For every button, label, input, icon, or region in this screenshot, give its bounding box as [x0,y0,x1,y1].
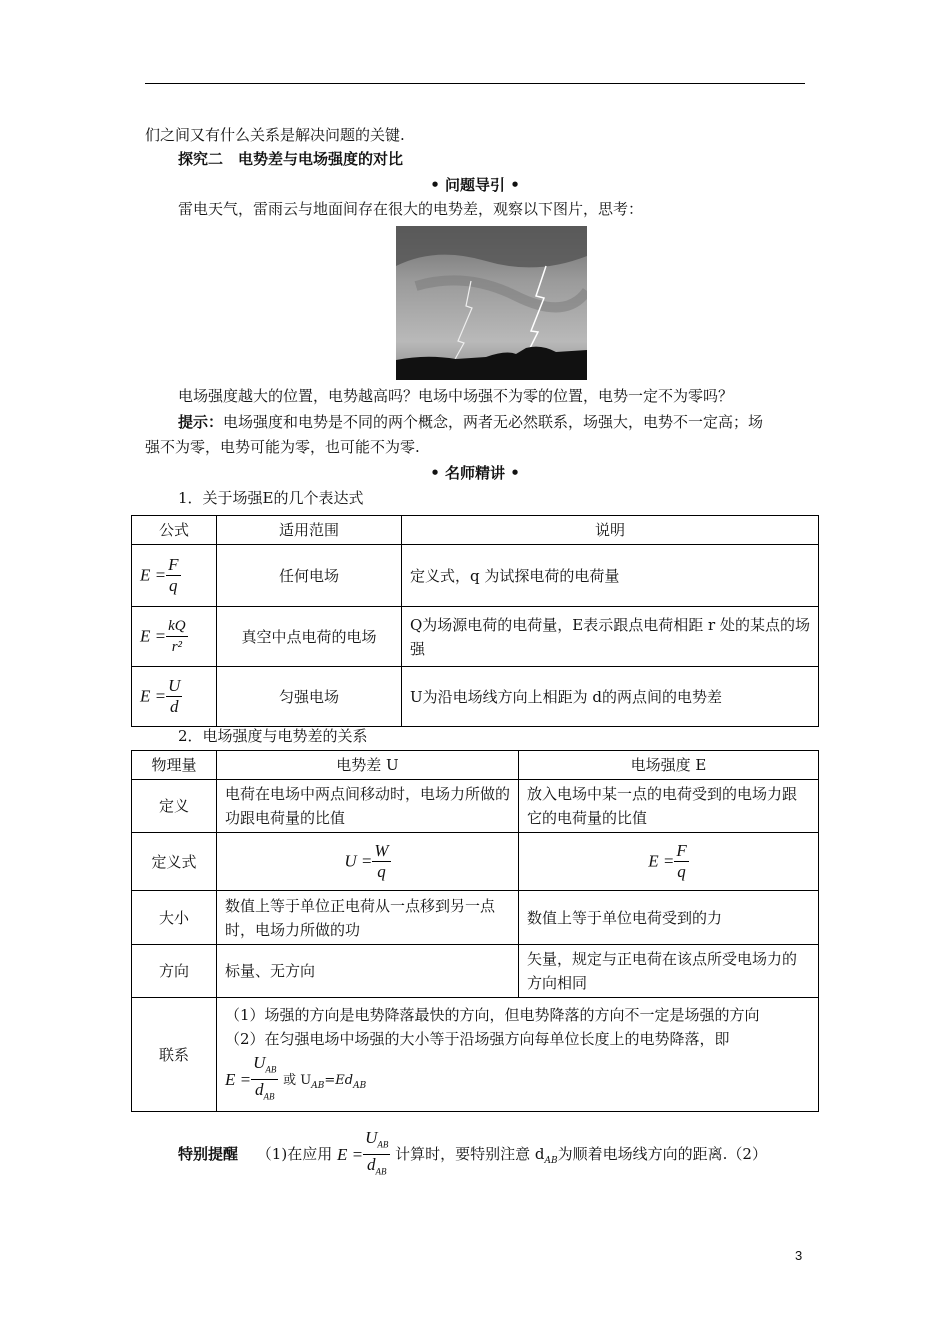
special-text-b: 计算时，要特别注意 d [395,1144,545,1163]
numerator: F [168,555,179,574]
header-rule [145,83,805,84]
desc-cell: Q为场源电荷的电荷量，E表示跟点电荷相距 r 处的某点的场强 [402,607,819,667]
link-or-text: 或 U [283,1072,312,1088]
special-label: 特别提醒 [178,1144,239,1163]
fraction [372,841,390,882]
formula-cell [132,667,217,727]
fraction [166,555,180,596]
table-row [132,667,819,727]
def-e-cell: 放入电场中某一点的电荷受到的电场力跟它的电荷量的比值 [519,780,819,833]
size-u-cell: 数值上等于单位正电荷从一点移到另一点时，电场力所做的功 [217,891,519,945]
numerator: $U_{AB}$ [251,1053,278,1080]
table-row [132,891,819,945]
fraction [166,616,188,657]
desc-cell: 定义式，q 为试探电荷的电荷量 [402,545,819,607]
denominator: q [677,862,686,881]
item2-title: 2．电场强度与电势差的关系 [178,727,368,745]
size-e-cell: 数值上等于单位电荷受到的力 [519,891,819,945]
teacher-heading: • 名师精讲 • [430,464,520,482]
table-header: 电势差 U [217,751,519,780]
special-text-c: 为顺着电场线方向的距离.（2） [557,1144,767,1163]
lightning-photo [396,226,587,380]
formula-lhs: E = [140,565,167,585]
numerator: $U_{AB}$ [363,1128,390,1155]
comparison-table [131,750,819,1112]
table-row [132,833,819,891]
table-row [132,751,819,780]
denominator: $d_{AB}$ [366,1155,387,1177]
denominator: q [169,576,178,595]
table-row [132,998,819,1112]
section-title: 探究二 电势差与电场强度的对比 [178,150,404,168]
denominator: d [170,697,179,716]
hint-line-1 [178,411,763,433]
guide-heading: • 问题导引 • [430,176,520,194]
fraction [674,841,688,882]
link-cell [217,998,819,1112]
table-row [132,607,819,667]
fraction [166,676,182,717]
numerator: U [168,676,181,695]
table-row [132,516,819,545]
continuation-text: 们之间又有什么关系是解决问题的关键. [145,126,405,144]
formula-lhs: E = [140,626,167,646]
def-u-cell: 电荷在电场中两点间移动时，电场力所做的功跟电荷量的比值 [217,780,519,833]
dir-e-cell: 矢量，规定与正电荷在该点所受电场力的方向相同 [519,945,819,998]
hint-line-2: 强不为零，电势可能为零，也可能不为零. [145,438,420,456]
item1-title: 1．关于场强E的几个表达式 [178,489,364,507]
formula-u-cell [217,833,519,891]
guide-text: 雷电天气，雷雨云与地面间存在很大的电势差，观察以下图片，思考： [178,200,644,218]
scope-cell: 真空中点电荷的电场 [217,607,402,667]
row-label: 定义 [132,780,217,833]
table-header: 物理量 [132,751,217,780]
special-note: 特别提醒 （1)在应用 E = $\frac{U_{AB}}{d_{AB}}$ 计算时，要特别注意 $d_{AB}$为顺着电场线方向的距离.（2） [178,1128,767,1182]
hint-line-1-text: 电场强度和电势是不同的两个概念，两者无必然联系，场强大，电势不一定高；场 [223,413,764,431]
link-tail-text: =Ed [324,1072,354,1088]
row-label: 大小 [132,891,217,945]
question-text: 电场强度越大的位置，电势越高吗？电场中场强不为零的位置，电势一定不为零吗？ [178,387,734,405]
table-row [132,780,819,833]
link-line-2: （2）在匀强电场中场强的大小等于沿场强方向每单位长度上的电势降落，即 [225,1029,730,1048]
hint-label: 提示： [178,413,224,431]
fraction [251,1053,278,1107]
row-label: 联系 [132,998,217,1112]
table-header: 适用范围 [217,516,402,545]
denominator: $d_{AB}$ [255,1080,275,1102]
formula-lhs: E = [336,1144,364,1164]
numerator: F [676,841,687,860]
denominator: r² [171,639,183,655]
link-line-3: E = $\frac{U_{AB}}{d_{AB}}$ 或 $U_{AB}=Ed_{AB}$ [225,1053,810,1107]
table-header: 电场强度 E [519,751,819,780]
formula-lhs: U = [344,851,373,871]
desc-cell: U为沿电场线方向上相距为 d的两点间的电势差 [402,667,819,727]
table-row [132,945,819,998]
table-header: 公式 [132,516,217,545]
formula-e-cell [519,833,819,891]
special-text-a: （1)在应用 [256,1144,333,1163]
scope-cell: 任何电场 [217,545,402,607]
numerator: W [374,841,389,860]
formula-table [131,515,819,727]
dir-u-cell: 标量、无方向 [217,945,519,998]
denominator: q [377,862,386,881]
formula-cell [132,545,217,607]
numerator: kQ [166,616,188,637]
link-line-1: （1）场强的方向是电势降落最快的方向，但电势降落的方向不一定是场强的方向 [225,1005,760,1024]
page-number: 3 [795,1248,803,1263]
formula-lhs: E = [648,851,675,871]
row-label: 定义式 [132,833,217,891]
scope-cell: 匀强电场 [217,667,402,727]
row-label: 方向 [132,945,217,998]
table-header: 说明 [402,516,819,545]
formula-lhs: E = [140,686,167,706]
fraction [363,1128,390,1182]
table-row [132,545,819,607]
formula-lhs: E = [225,1069,252,1089]
formula-cell [132,607,217,667]
